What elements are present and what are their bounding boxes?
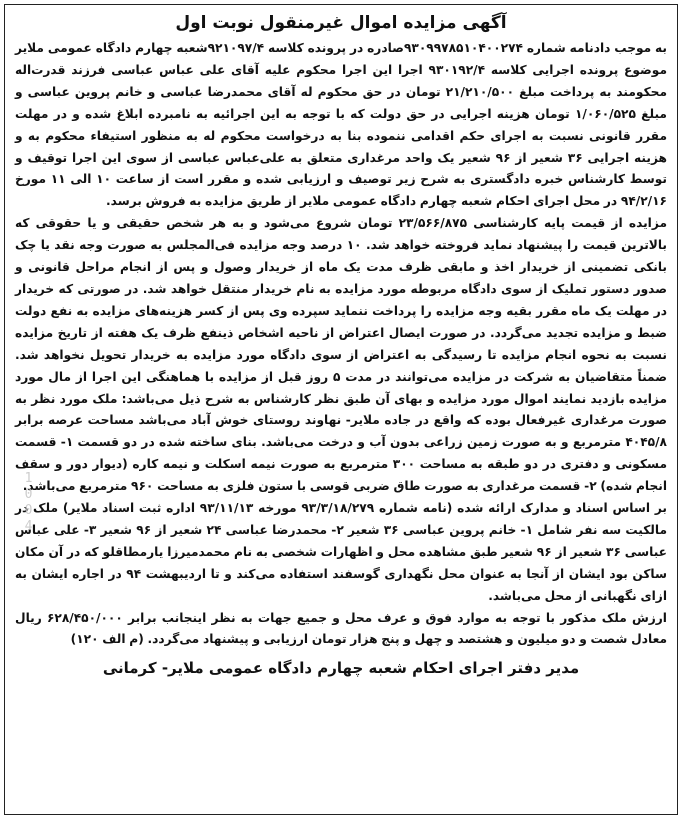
paragraph-ownership: بر اساس اسناد و مدارک ارائه شده (نامه شماره ۹۳/۳/۱۸/۲۷۹ مورخه ۹۳/۱۱/۱۳ اداره ثبت اسناد ملایر) ملک در مالکیت سه نفر شامل ۱- خانم پروین عباسی ۳۶ شعیر ۲- محمدرضا عباسی ۲۴ شعیر از ۹۶ شعیر ۳- علی عباس عباسی ۳۶ شعیر از ۹۶ شعیر طبق مشاهده محل و اظهارات شخصی به نام محمدمیرزا یارمطاقلو که در آن مکان ساکن بود ایشان از آنجا به عنوان محل نگهداری گوسفند استفاده می‌کند و تا اردیبهشت ۹۴ در اجاره ایشان به ازای نگهبانی از محل می‌باشد. bbox=[15, 501, 668, 603]
signature-line: مدیر دفتر اجرای احکام شعبه چهارم دادگاه عمومی ملایر- کرمانی bbox=[102, 659, 580, 678]
notice-title: آگهی مزایده اموال غیرمنقول نوبت اول bbox=[175, 13, 507, 33]
auction-notice bbox=[4, 4, 678, 815]
paragraph-judgment: به موجب دادنامه شماره ۹۳۰۹۹۷۸۵۱۰۴۰۰۲۷۴صادره در پرونده کلاسه ۹۲۱۰۹۷/۴شعبه چهارم دادگاه عمومی ملایر موضوع پرونده اجرایی کلاسه ۹۳۰۱۹۲/۴ اجرا این اجرا محکوم علیه آقای علی عباس عباسی فرزند قدرت‌اله محکومند به پرداخت مبلغ ۲۱/۲۱۰/۵۰۰ تومان در حق محکوم له آقای محمدرضا عباسی و خانم پروین عباسی و مبلغ ۱/۰۶۰/۵۲۵ تومان هزینه اجرایی در حق دولت که با توجه به این اجرائیه به نامبرده ابلاغ شده و در مهلت مقرر قانونی نسبت به اجرای حکم اقدامی ننموده بنا به درخواست محکوم له به منظور استیفاء محکوم به و هزینه اجرایی ۳۶ شعیر از ۹۶ شعیر یک واحد مرغداری متعلق به علی‌عباس عباسی از سوی این اجرا توقیف و توسط کارشناس خبره دادگستری به شرح زیر توصیف و ارزیابی شده و مقرر است از ساعت ۱۰ الی ۱۱ مورخ ۹۴/۲/۱۶ در محل اجرای احکام شعبه چهارم دادگاه عمومی ملایر از طریق مزایده به فروش برسد. bbox=[15, 41, 667, 209]
paragraph-auction-terms: مزایده از قیمت پایه کارشناسی ۲۳/۵۶۶/۸۷۵ تومان شروع می‌شود و به هر شخص حقیقی و یا حقوقی که بالاترین قیمت را پیشنهاد نماید فروخته خواهد شد. ۱۰ درصد وجه مزایده فی‌المجلس به صورت وجه نقد یا چک بانکی تضمینی از خریدار اخذ و مابقی ظرف مدت یک ماه از خریدار وصول و پس از انجام مراحل قانونی و صدور دستور تملیک از سوی دادگاه مربوطه مورد مزایده به نام خریدار منتقل خواهد شد. در صورتی که خریدار در مهلت یک ماه مقرر بقیه وجه مزایده را پرداخت ننماید سپرده وی پس از کسر هزینه‌های مزایده به نفع دولت ضبط و مزایده تجدید می‌گردد. در صورت ایصال اعتراض از ناحیه اشخاص ذینفع ظرف یک هفته از تاریخ مزایده نسبت به نحوه انجام مزایده تا رسیدگی به اعتراض از سوی دادگاه مورد مزایده به خریدار تحویل نخواهد شد. ضمناً متقاضیان به شرکت در مزایده می‌توانند در مدت ۵ روز قبل از مزایده با هماهنگی این اجرا از مال مورد مزایده بازدید نمایند اموال مورد مزایده و بهای آن طبق نظر کارشناس به شرح ذیل می‌باشد: ملک مورد نظر به صورت مرغداری غیرفعال بوده که واقع در جاده ملایر- نهاوند روستای خوش آباد می‌باشد مساحت عرصه برابر ۴۰۴۵/۸ مترمربع و به صورت زمین زراعی بدون آب و درخت می‌باشد. بنای ساخته شده در دو قسمت ۱- قسمت مسکونی و دفتری در دو طبقه به مساحت ۳۰۰ مترمربع به صورت نیمه اسکلت و نیمه کاره (دیوار دور و سقف انجام شده) ۲- قسمت مرغداری به صورت طاق ضربی قوسی با ستون فلزی به مساحت ۹۶۰ مترمربع می‌باشد. bbox=[15, 216, 668, 494]
side-watermark: 1004 bbox=[21, 471, 36, 535]
paragraph-valuation: ارزش ملک مذکور با توجه به موارد فوق و عرف محل و جمیع جهات به نظر اینجانب برابر ۶۲۸/۴۵۰/۰۰۰ ریال معادل شصت و دو میلیون و هشتصد و چهل و پنج هزار تومان ارزیابی و پیشنهاد می‌گردد. (م الف ۱۲۰) bbox=[15, 610, 667, 647]
